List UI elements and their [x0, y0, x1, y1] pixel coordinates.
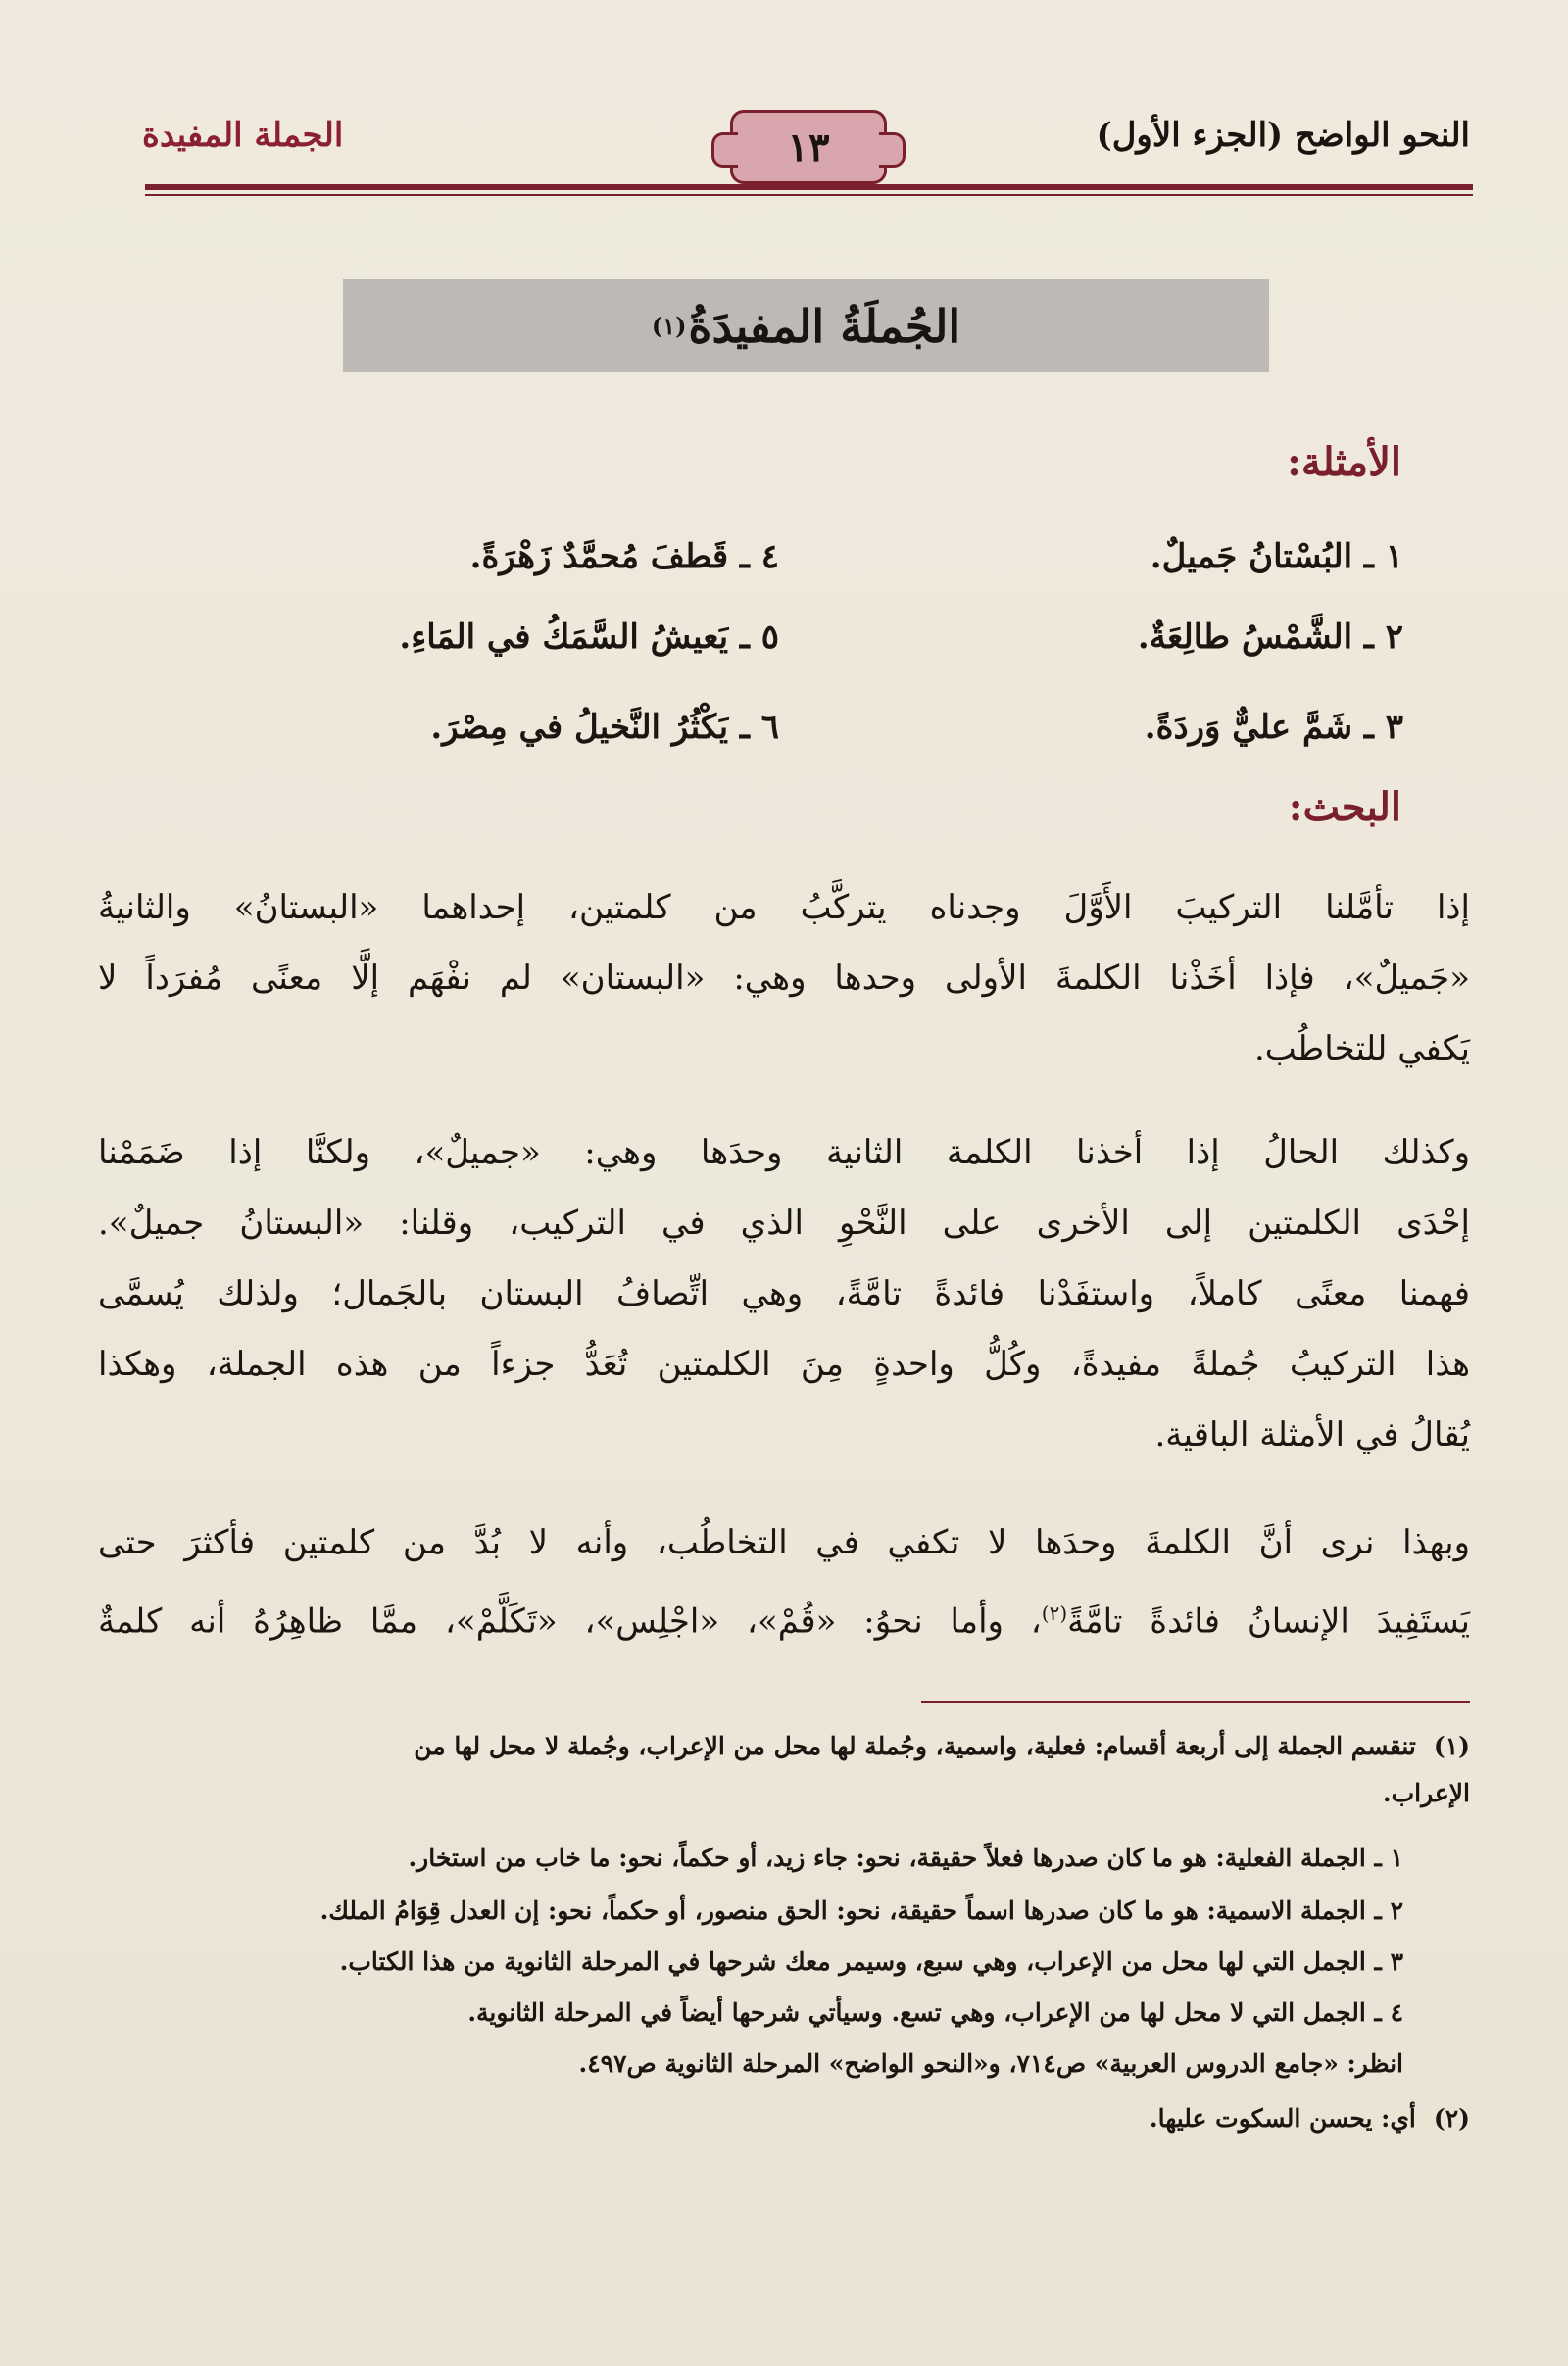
example-6: ٦ ـ يَكْثُرُ النَّخيلُ في مِصْرَ.: [430, 708, 779, 747]
example-4: ٤ ـ قَطفَ مُحمَّدٌ زَهْرَةً.: [469, 537, 779, 576]
paragraph-line: إذا تأمَّلنا التركيبَ الأَوَّلَ وجدناه يتركَّبُ من كلمتين، إحداهما «البستانُ» والثانيةُ: [98, 888, 1470, 927]
paragraph-line: يَكفي للتخاطُب.: [1253, 1029, 1470, 1068]
footnote-number: (٢): [1433, 2104, 1470, 2133]
paragraph-line: وكذلك الحالُ إذا أخذنا الكلمة الثانية وحدَها وهي: «جميلٌ»، ولكنَّا إذا ضَمَمْنا: [98, 1133, 1470, 1172]
running-header-book-title: النحو الواضح (الجزء الأول): [1096, 116, 1470, 155]
page-number-badge: ١٣: [730, 110, 887, 184]
discussion-paragraph-2: [98, 1117, 1470, 1470]
paragraph-line: [98, 1578, 1470, 1656]
paragraph-line: هذا التركيبُ جُملةً مفيدةً، وكُلُّ واحدةٍ مِنَ الكلمتين تُعَدُّ جزءاً من هذه الجملة، وهكذا: [98, 1345, 1470, 1384]
paragraph-line: إحْدَى الكلمتين إلى الأخرى على النَّحْوِ الذي في التركيب، وقلنا: «البستانُ جميلٌ».: [98, 1204, 1470, 1243]
footnote-1-item-2: ٢ ـ الجملة الاسمية: هو ما كان صدرها اسماً حقيقة، نحو: الحق منصور، أو حكماً، نحو: إن العدل قِوَامُ الملك.: [319, 1897, 1403, 1925]
chapter-title-box: [343, 279, 1269, 372]
example-3: ٣ ـ شَمَّ عليٌّ وَردَةً.: [1144, 708, 1403, 747]
running-header-chapter-title: الجملة المفيدة: [142, 116, 344, 155]
paragraph-line: وبهذا نرى أنَّ الكلمةَ وحدَها لا تكفي في التخاطُب، وأنه لا بُدَّ من كلمتين فأكثرَ حتى: [98, 1523, 1470, 1562]
header-rule-thin: [145, 194, 1473, 196]
examples-heading: الأمثلة:: [1287, 439, 1401, 485]
paragraph-line-part: يَستَفِيدَ الإنسانُ فائدةً تامَّةً: [1067, 1602, 1470, 1642]
paragraph-line: فهمنا معنًى كاملاً، واستفَدْنا فائدةً تامَّةً، وهي اتِّصافُ البستان بالجَمال؛ ولذلك يُسمَّى: [98, 1274, 1470, 1313]
footnote-1: [98, 1725, 1470, 1768]
footnote-ref-2: (٢): [1041, 1602, 1068, 1625]
discussion-paragraph-3: [98, 1507, 1470, 1656]
footnote-text: تنقسم الجملة إلى أربعة أقسام: فعلية، واسمية، وجُملة لها محل من الإعراب، وجُملة لا محل لها من: [414, 1732, 1416, 1760]
footnote-2: [98, 2097, 1470, 2141]
footnote-1-item-3: ٣ ـ الجمل التي لها محل من الإعراب، وهي سبع، وسيمر معك شرحها في المرحلة الثانوية من هذا الكتاب.: [339, 1947, 1403, 1976]
example-2: ٢ ـ الشَّمْسُ طالِعَةٌ.: [1137, 617, 1403, 657]
paragraph-line: «جَميلٌ»، فإذا أخَذْنا الكلمةَ الأولى وحدها وهي: «البستان» لم نفْهَم إلَّا معنًى مُفرَداً لا: [98, 959, 1470, 998]
footnote-1-reference: انظر: «جامع الدروس العربية» ص٧١٤، و«النحو الواضح» المرحلة الثانوية ص٤٩٧.: [578, 2049, 1403, 2078]
title-footnote-ref: (١): [651, 312, 687, 340]
footnote-number: (١): [1433, 1732, 1470, 1760]
paragraph-line-part: ، وأما نحوُ: «قُمْ»، «اجْلِس»، «تَكَلَّمْ»، ممَّا ظاهِرُهُ أنه كلمةٌ: [98, 1602, 1042, 1642]
footnote-separator: [921, 1701, 1470, 1703]
footnote-1-item-4: ٤ ـ الجمل التي لا محل لها من الإعراب، وهي تسع. وسيأتي شرحها أيضاً في المرحلة الثانوية.: [467, 1998, 1403, 2027]
paragraph-line: يُقالُ في الأمثلة الباقية.: [1154, 1415, 1470, 1454]
example-1: ١ ـ البُسْتانُ جَميلٌ.: [1150, 537, 1403, 576]
discussion-paragraph-1: [98, 872, 1470, 1084]
header-rule: [145, 184, 1473, 190]
discussion-heading: البحث:: [1288, 784, 1401, 830]
footnote-1-continuation: الإعراب.: [1382, 1779, 1470, 1807]
footnote-text: أي: يحسن السكوت عليها.: [1149, 2104, 1416, 2133]
footnote-1-item-1: ١ ـ الجملة الفعلية: هو ما كان صدرها فعلاً حقيقة، نحو: جاء زيد، أو حكماً، نحو: ما خاب من استخار.: [408, 1844, 1403, 1872]
example-5: ٥ ـ يَعيشُ السَّمَكُ في المَاءِ.: [399, 617, 779, 657]
chapter-title: الجُملَةُ المفيدَةُ: [688, 299, 961, 353]
